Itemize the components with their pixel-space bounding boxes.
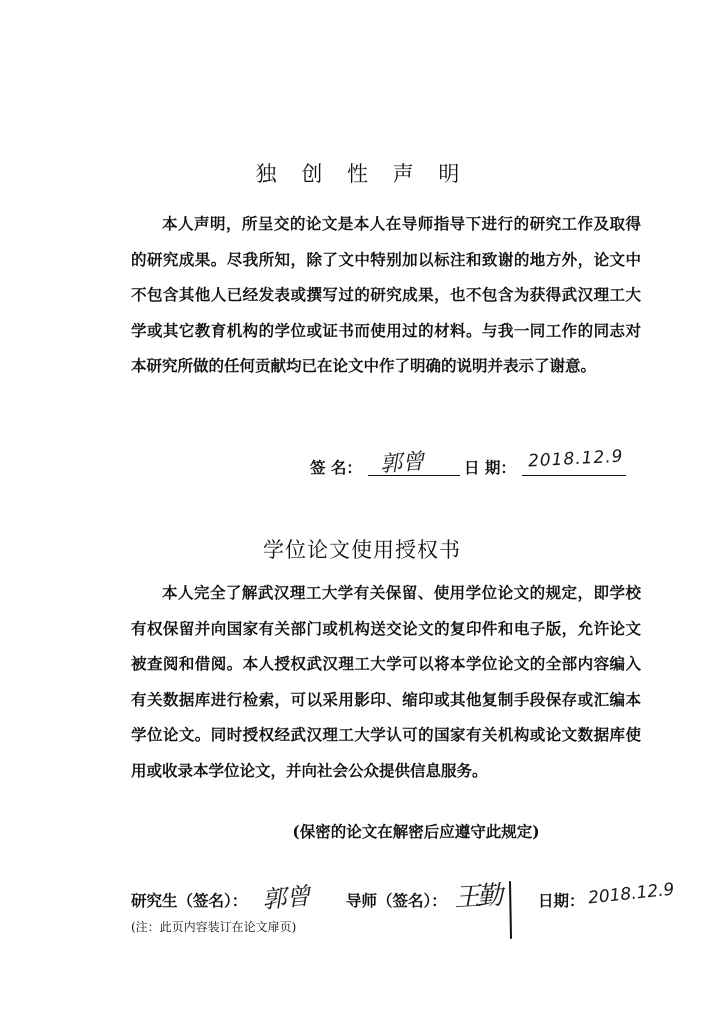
secret-note <box>0 820 724 842</box>
date-underline <box>522 475 626 476</box>
authorization-title: 学位论文使用授权书 <box>263 538 461 562</box>
declaration-body: 本人声明，所呈交的论文是本人在导师指导下进行的研究工作及取得的研究成果。尽我所知，除了文中特别加以标注和致谢的地方外，论文中不包含其他人已经发表或撰写过的研究成果，也不包含为获得武汉理工大学或其它教育机构的学位或证书而使用过的材料。与我一同工作的同志对本研究所做的任何贡献均已在论文中作了明确的说明并表示了谢意。 <box>131 214 641 376</box>
handwritten-date: 2018.12.9 <box>527 446 624 472</box>
date-label: 日 期： <box>464 458 516 477</box>
handwritten-signature: 郭曾 <box>379 449 425 478</box>
advisor-handwritten-signature: 王勤 <box>453 880 501 914</box>
student-signature-label: 研究生（签名）： <box>131 891 248 910</box>
signature-label: 签 名： <box>310 458 362 477</box>
advisor-signature-stroke <box>500 880 520 942</box>
advisor-signature-label: 导师（签名）： <box>346 891 447 910</box>
declaration-title: 独 创 性 声 明 <box>255 162 469 186</box>
secret-note-text: (保密的论文在解密后应遵守此规定) <box>292 822 540 841</box>
binding-footnote: (注：此页内容装订在论文扉页) <box>131 920 297 934</box>
bottom-date-label: 日期： <box>538 891 585 910</box>
student-handwritten-signature: 郭曾 <box>261 881 312 915</box>
bottom-handwritten-date: 2018.12.9 <box>587 879 676 909</box>
authorization-body: 本人完全了解武汉理工大学有关保留、使用学位论文的规定，即学校有权保留并向国家有关部门或机构送交论文的复印件和电子版，允许论文被查阅和借阅。本人授权武汉理工大学可以将本学位论文的全部内容编入有关数据库进行检索，可以采用影印、缩印或其他复制手段保存或汇编本学位论文。同时授权经武汉理工大学认可的国家有关机构或论文数据库使用或收录本学位论文，并向社会公众提供信息服务。 <box>131 583 641 780</box>
